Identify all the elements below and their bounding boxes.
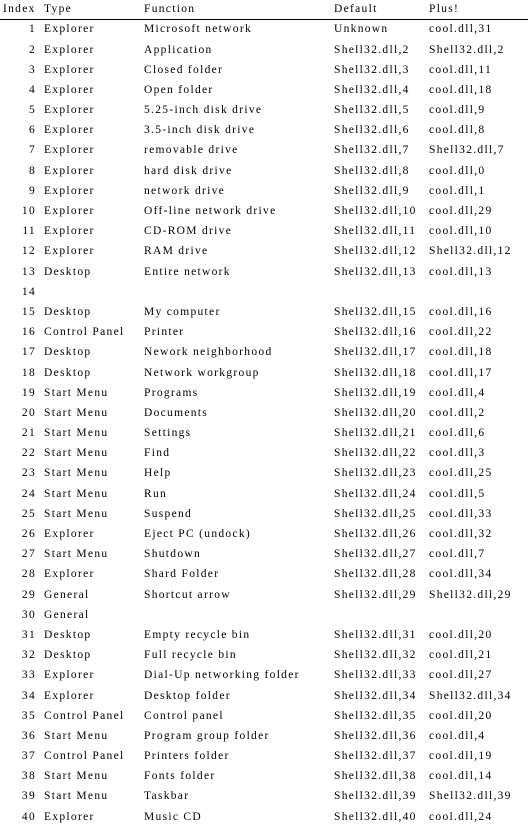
cell-function: Microsoft network xyxy=(144,23,253,36)
cell-type: Explorer xyxy=(44,245,95,258)
table-row xyxy=(0,464,528,484)
cell-function: Nework neighborhood xyxy=(144,346,273,359)
cell-type: Start Menu xyxy=(44,770,109,783)
cell-plus: cool.dll,0 xyxy=(429,164,486,177)
table-row xyxy=(0,424,528,444)
cell-default: Shell32.dll,33 xyxy=(334,669,417,682)
cell-default: Shell32.dll,11 xyxy=(334,225,417,238)
table-row xyxy=(0,81,528,101)
cell-default: Shell32.dll,10 xyxy=(334,205,417,218)
cell-index: 2 xyxy=(28,43,36,56)
cell-plus: Shell32.dll,7 xyxy=(429,144,505,157)
cell-function: Full recycle bin xyxy=(144,649,237,662)
table-row xyxy=(0,545,528,565)
cell-plus: cool.dll,17 xyxy=(429,366,493,379)
cell-type: Control Panel xyxy=(44,750,125,763)
cell-index: 36 xyxy=(21,729,36,742)
table-row xyxy=(0,525,528,545)
cell-default: Shell32.dll,8 xyxy=(334,164,410,177)
cell-type: Explorer xyxy=(44,528,95,541)
cell-function: Settings xyxy=(144,427,192,440)
cell-default: Shell32.dll,4 xyxy=(334,83,410,96)
cell-plus: Shell32.dll,39 xyxy=(429,790,512,803)
cell-function: Application xyxy=(144,43,213,56)
cell-function: Programs xyxy=(144,386,199,399)
cell-plus: Shell32.dll,34 xyxy=(429,689,512,702)
cell-function: CD-ROM drive xyxy=(144,225,233,238)
table-row xyxy=(0,706,528,726)
header-index: Index xyxy=(0,0,42,20)
table-row xyxy=(0,141,528,161)
cell-type: Explorer xyxy=(44,124,95,137)
cell-default: Shell32.dll,37 xyxy=(334,750,417,763)
cell-default: Shell32.dll,38 xyxy=(334,770,417,783)
cell-default: Shell32.dll,27 xyxy=(334,548,417,561)
cell-type: Desktop xyxy=(44,366,92,379)
cell-default: Unknown xyxy=(334,23,389,36)
cell-type: Explorer xyxy=(44,689,95,702)
cell-plus: cool.dll,2 xyxy=(429,406,486,419)
table-body xyxy=(0,20,528,828)
cell-plus: cool.dll,34 xyxy=(429,568,493,581)
cell-plus: cool.dll,33 xyxy=(429,507,493,520)
cell-index: 37 xyxy=(21,750,36,763)
table-row xyxy=(0,787,528,807)
cell-index: 13 xyxy=(21,265,36,278)
cell-default: Shell32.dll,5 xyxy=(334,104,410,117)
cell-plus: cool.dll,18 xyxy=(429,83,493,96)
table-row xyxy=(0,101,528,121)
cell-function: Shortcut arrow xyxy=(144,588,231,601)
cell-function: Fonts folder xyxy=(144,770,216,783)
cell-index: 24 xyxy=(21,487,36,500)
cell-function: Open folder xyxy=(144,83,214,96)
table-row xyxy=(0,666,528,686)
cell-type: Explorer xyxy=(44,164,95,177)
cell-default: Shell32.dll,13 xyxy=(334,265,417,278)
cell-default: Shell32.dll,39 xyxy=(334,790,417,803)
cell-plus: cool.dll,20 xyxy=(429,628,493,641)
table-row xyxy=(0,20,528,41)
cell-default: Shell32.dll,15 xyxy=(334,305,417,318)
cell-default: Shell32.dll,24 xyxy=(334,487,417,500)
cell-plus: cool.dll,13 xyxy=(429,265,493,278)
table-row xyxy=(0,383,528,403)
cell-function: Suspend xyxy=(144,507,193,520)
cell-index: 10 xyxy=(21,205,36,218)
cell-plus: cool.dll,4 xyxy=(429,386,486,399)
table-row xyxy=(0,303,528,323)
table-row xyxy=(0,222,528,242)
cell-plus: cool.dll,1 xyxy=(429,184,486,197)
cell-index: 7 xyxy=(28,144,36,157)
cell-default: Shell32.dll,7 xyxy=(334,144,410,157)
cell-default: Shell32.dll,20 xyxy=(334,406,417,419)
cell-default: Shell32.dll,40 xyxy=(334,810,417,823)
cell-index: 32 xyxy=(21,649,36,662)
cell-function: 3.5-inch disk drive xyxy=(144,124,256,137)
cell-default: Shell32.dll,17 xyxy=(334,346,417,359)
header-function: Function xyxy=(142,0,332,20)
table-row xyxy=(0,161,528,181)
cell-type: Desktop xyxy=(44,305,92,318)
cell-index: 12 xyxy=(21,245,36,258)
cell-function: removable drive xyxy=(144,144,239,157)
cell-type: Start Menu xyxy=(44,507,109,520)
cell-type: Explorer xyxy=(44,184,95,197)
cell-type: Start Menu xyxy=(44,729,109,742)
cell-plus: cool.dll,4 xyxy=(429,729,486,742)
cell-index: 27 xyxy=(21,548,36,561)
cell-default: Shell32.dll,21 xyxy=(334,427,417,440)
cell-index: 5 xyxy=(28,104,36,117)
table-row xyxy=(0,605,528,625)
table-row xyxy=(0,121,528,141)
cell-function: Network workgroup xyxy=(144,366,260,379)
cell-index: 38 xyxy=(21,770,36,783)
cell-type: Explorer xyxy=(44,63,95,76)
table-row xyxy=(0,727,528,747)
cell-index: 22 xyxy=(21,447,36,460)
cell-type: Explorer xyxy=(44,83,95,96)
cell-type: Explorer xyxy=(44,205,95,218)
cell-function: network drive xyxy=(144,184,226,197)
cell-plus: cool.dll,10 xyxy=(429,225,493,238)
cell-plus: Shell32.dll,29 xyxy=(429,588,512,601)
cell-index: 30 xyxy=(21,608,36,621)
table-row xyxy=(0,343,528,363)
cell-plus: cool.dll,8 xyxy=(429,124,486,137)
table-row xyxy=(0,484,528,504)
table-row xyxy=(0,182,528,202)
cell-function: Taskbar xyxy=(144,790,190,803)
cell-plus: cool.dll,5 xyxy=(429,487,486,500)
cell-default xyxy=(332,605,427,625)
cell-index: 39 xyxy=(21,790,36,803)
header-default: Default xyxy=(332,0,427,20)
table-row xyxy=(0,565,528,585)
cell-type: Explorer xyxy=(44,225,95,238)
cell-default: Shell32.dll,25 xyxy=(334,507,417,520)
cell-default: Shell32.dll,26 xyxy=(334,528,417,541)
cell-type: Explorer xyxy=(44,23,95,36)
cell-function: Music CD xyxy=(144,810,203,823)
cell-function: Shutdown xyxy=(144,548,202,561)
cell-index: 8 xyxy=(28,164,36,177)
cell-index: 14 xyxy=(21,285,36,298)
cell-index: 17 xyxy=(21,346,36,359)
table-header-row xyxy=(0,0,528,20)
cell-default xyxy=(332,282,427,302)
cell-index: 3 xyxy=(28,63,36,76)
cell-default: Shell32.dll,3 xyxy=(334,63,410,76)
cell-type: Start Menu xyxy=(44,427,109,440)
cell-function: Run xyxy=(144,487,168,500)
cell-type: Desktop xyxy=(44,628,92,641)
cell-function: RAM drive xyxy=(144,245,209,258)
cell-index: 21 xyxy=(21,427,36,440)
table-row xyxy=(0,262,528,282)
cell-plus: cool.dll,3 xyxy=(429,447,486,460)
cell-type: Start Menu xyxy=(44,790,109,803)
cell-function: Desktop folder xyxy=(144,689,231,702)
cell-index: 6 xyxy=(28,124,36,137)
cell-index: 40 xyxy=(21,810,36,823)
cell-plus: cool.dll,16 xyxy=(429,305,493,318)
table-row xyxy=(0,404,528,424)
cell-type: Explorer xyxy=(44,43,95,56)
table-row xyxy=(0,686,528,706)
table-row xyxy=(0,60,528,80)
cell-default: Shell32.dll,28 xyxy=(334,568,417,581)
cell-type: Desktop xyxy=(44,649,92,662)
cell-type: Control Panel xyxy=(44,326,125,339)
cell-default: Shell32.dll,18 xyxy=(334,366,417,379)
cell-type: Start Menu xyxy=(44,447,109,460)
cell-default: Shell32.dll,29 xyxy=(334,588,417,601)
cell-plus: cool.dll,19 xyxy=(429,750,493,763)
cell-plus: cool.dll,24 xyxy=(429,810,493,823)
cell-default: Shell32.dll,32 xyxy=(334,649,417,662)
cell-function: Eject PC (undock) xyxy=(144,528,252,541)
cell-index: 9 xyxy=(28,184,36,197)
cell-default: Shell32.dll,19 xyxy=(334,386,417,399)
cell-plus: Shell32.dll,2 xyxy=(429,43,505,56)
cell-function: Printers folder xyxy=(144,750,230,763)
cell-index: 31 xyxy=(21,628,36,641)
cell-plus: cool.dll,31 xyxy=(429,23,493,36)
cell-type: Desktop xyxy=(44,265,92,278)
cell-function: Program group folder xyxy=(144,729,270,742)
cell-type: Explorer xyxy=(44,104,95,117)
cell-plus: cool.dll,29 xyxy=(429,205,493,218)
cell-type xyxy=(42,282,142,302)
cell-type: Start Menu xyxy=(44,548,109,561)
table-row xyxy=(0,323,528,343)
cell-index: 20 xyxy=(21,406,36,419)
cell-function: Printer xyxy=(144,326,185,339)
cell-plus: cool.dll,27 xyxy=(429,669,493,682)
cell-index: 19 xyxy=(21,386,36,399)
cell-type: Explorer xyxy=(44,669,95,682)
cell-type: Start Menu xyxy=(44,406,109,419)
cell-function: hard disk drive xyxy=(144,164,233,177)
cell-index: 34 xyxy=(21,689,36,702)
cell-default: Shell32.dll,16 xyxy=(334,326,417,339)
cell-function: Find xyxy=(144,447,171,460)
cell-type: General xyxy=(44,588,90,601)
cell-index: 4 xyxy=(28,83,36,96)
cell-function: 5.25-inch disk drive xyxy=(144,104,263,117)
table-row xyxy=(0,747,528,767)
table-row xyxy=(0,585,528,605)
cell-function: Help xyxy=(144,467,172,480)
header-type: Type xyxy=(42,0,142,20)
cell-index: 26 xyxy=(21,528,36,541)
table-row xyxy=(0,363,528,383)
cell-function: Entire network xyxy=(144,265,231,278)
cell-index: 35 xyxy=(21,709,36,722)
cell-function: Off-line network drive xyxy=(144,205,277,218)
cell-type: Explorer xyxy=(44,810,95,823)
cell-plus: cool.dll,7 xyxy=(429,548,486,561)
cell-index: 25 xyxy=(21,507,36,520)
cell-function: Closed folder xyxy=(144,63,224,76)
cell-function: Control panel xyxy=(144,709,224,722)
table-row xyxy=(0,242,528,262)
cell-index: 1 xyxy=(28,23,36,36)
cell-plus: cool.dll,21 xyxy=(429,649,493,662)
cell-default: Shell32.dll,36 xyxy=(334,729,417,742)
cell-type: Explorer xyxy=(44,568,95,581)
cell-function: Empty recycle bin xyxy=(144,628,251,641)
cell-type: Start Menu xyxy=(44,386,109,399)
cell-function: Shard Folder xyxy=(144,568,220,581)
cell-function: Dial-Up networking folder xyxy=(144,669,300,682)
cell-index: 18 xyxy=(21,366,36,379)
cell-default: Shell32.dll,35 xyxy=(334,709,417,722)
cell-function: Documents xyxy=(144,406,209,419)
cell-index: 23 xyxy=(21,467,36,480)
table-row xyxy=(0,202,528,222)
cell-default: Shell32.dll,12 xyxy=(334,245,417,258)
cell-type: Control Panel xyxy=(44,709,125,722)
cell-type: General xyxy=(44,608,90,621)
cell-index: 15 xyxy=(21,305,36,318)
cell-plus: cool.dll,18 xyxy=(429,346,493,359)
cell-default: Shell32.dll,31 xyxy=(334,628,417,641)
cell-index: 11 xyxy=(22,225,36,238)
cell-type: Desktop xyxy=(44,346,92,359)
table-row xyxy=(0,767,528,787)
cell-type: Start Menu xyxy=(44,487,109,500)
table-row xyxy=(0,807,528,827)
cell-plus: cool.dll,9 xyxy=(429,104,486,117)
cell-type: Explorer xyxy=(44,144,95,157)
cell-default: Shell32.dll,9 xyxy=(334,184,410,197)
table-row xyxy=(0,282,528,302)
cell-plus: cool.dll,25 xyxy=(429,467,493,480)
cell-default: Shell32.dll,23 xyxy=(334,467,417,480)
cell-plus: cool.dll,20 xyxy=(429,709,493,722)
table-row xyxy=(0,444,528,464)
cell-index: 28 xyxy=(21,568,36,581)
cell-default: Shell32.dll,22 xyxy=(334,447,417,460)
cell-index: 29 xyxy=(21,588,36,601)
cell-plus: cool.dll,11 xyxy=(429,63,493,76)
cell-type: Start Menu xyxy=(44,467,109,480)
cell-default: Shell32.dll,34 xyxy=(334,689,417,702)
cell-index: 16 xyxy=(21,326,36,339)
cell-plus: Shell32.dll,12 xyxy=(429,245,512,258)
cell-default: Shell32.dll,2 xyxy=(334,43,410,56)
table-row xyxy=(0,646,528,666)
table-row xyxy=(0,40,528,60)
header-plus: Plus! xyxy=(427,0,528,20)
cell-function xyxy=(142,282,332,302)
cell-plus: cool.dll,6 xyxy=(429,427,486,440)
table-row xyxy=(0,626,528,646)
cell-plus: cool.dll,14 xyxy=(429,770,493,783)
cell-plus: cool.dll,32 xyxy=(429,528,493,541)
cell-plus xyxy=(427,605,528,625)
table-row xyxy=(0,505,528,525)
cell-function: My computer xyxy=(144,305,221,318)
cell-plus xyxy=(427,282,528,302)
cell-default: Shell32.dll,6 xyxy=(334,124,410,137)
cell-function xyxy=(142,605,332,625)
cell-plus: cool.dll,22 xyxy=(429,326,493,339)
cell-index: 33 xyxy=(21,669,36,682)
